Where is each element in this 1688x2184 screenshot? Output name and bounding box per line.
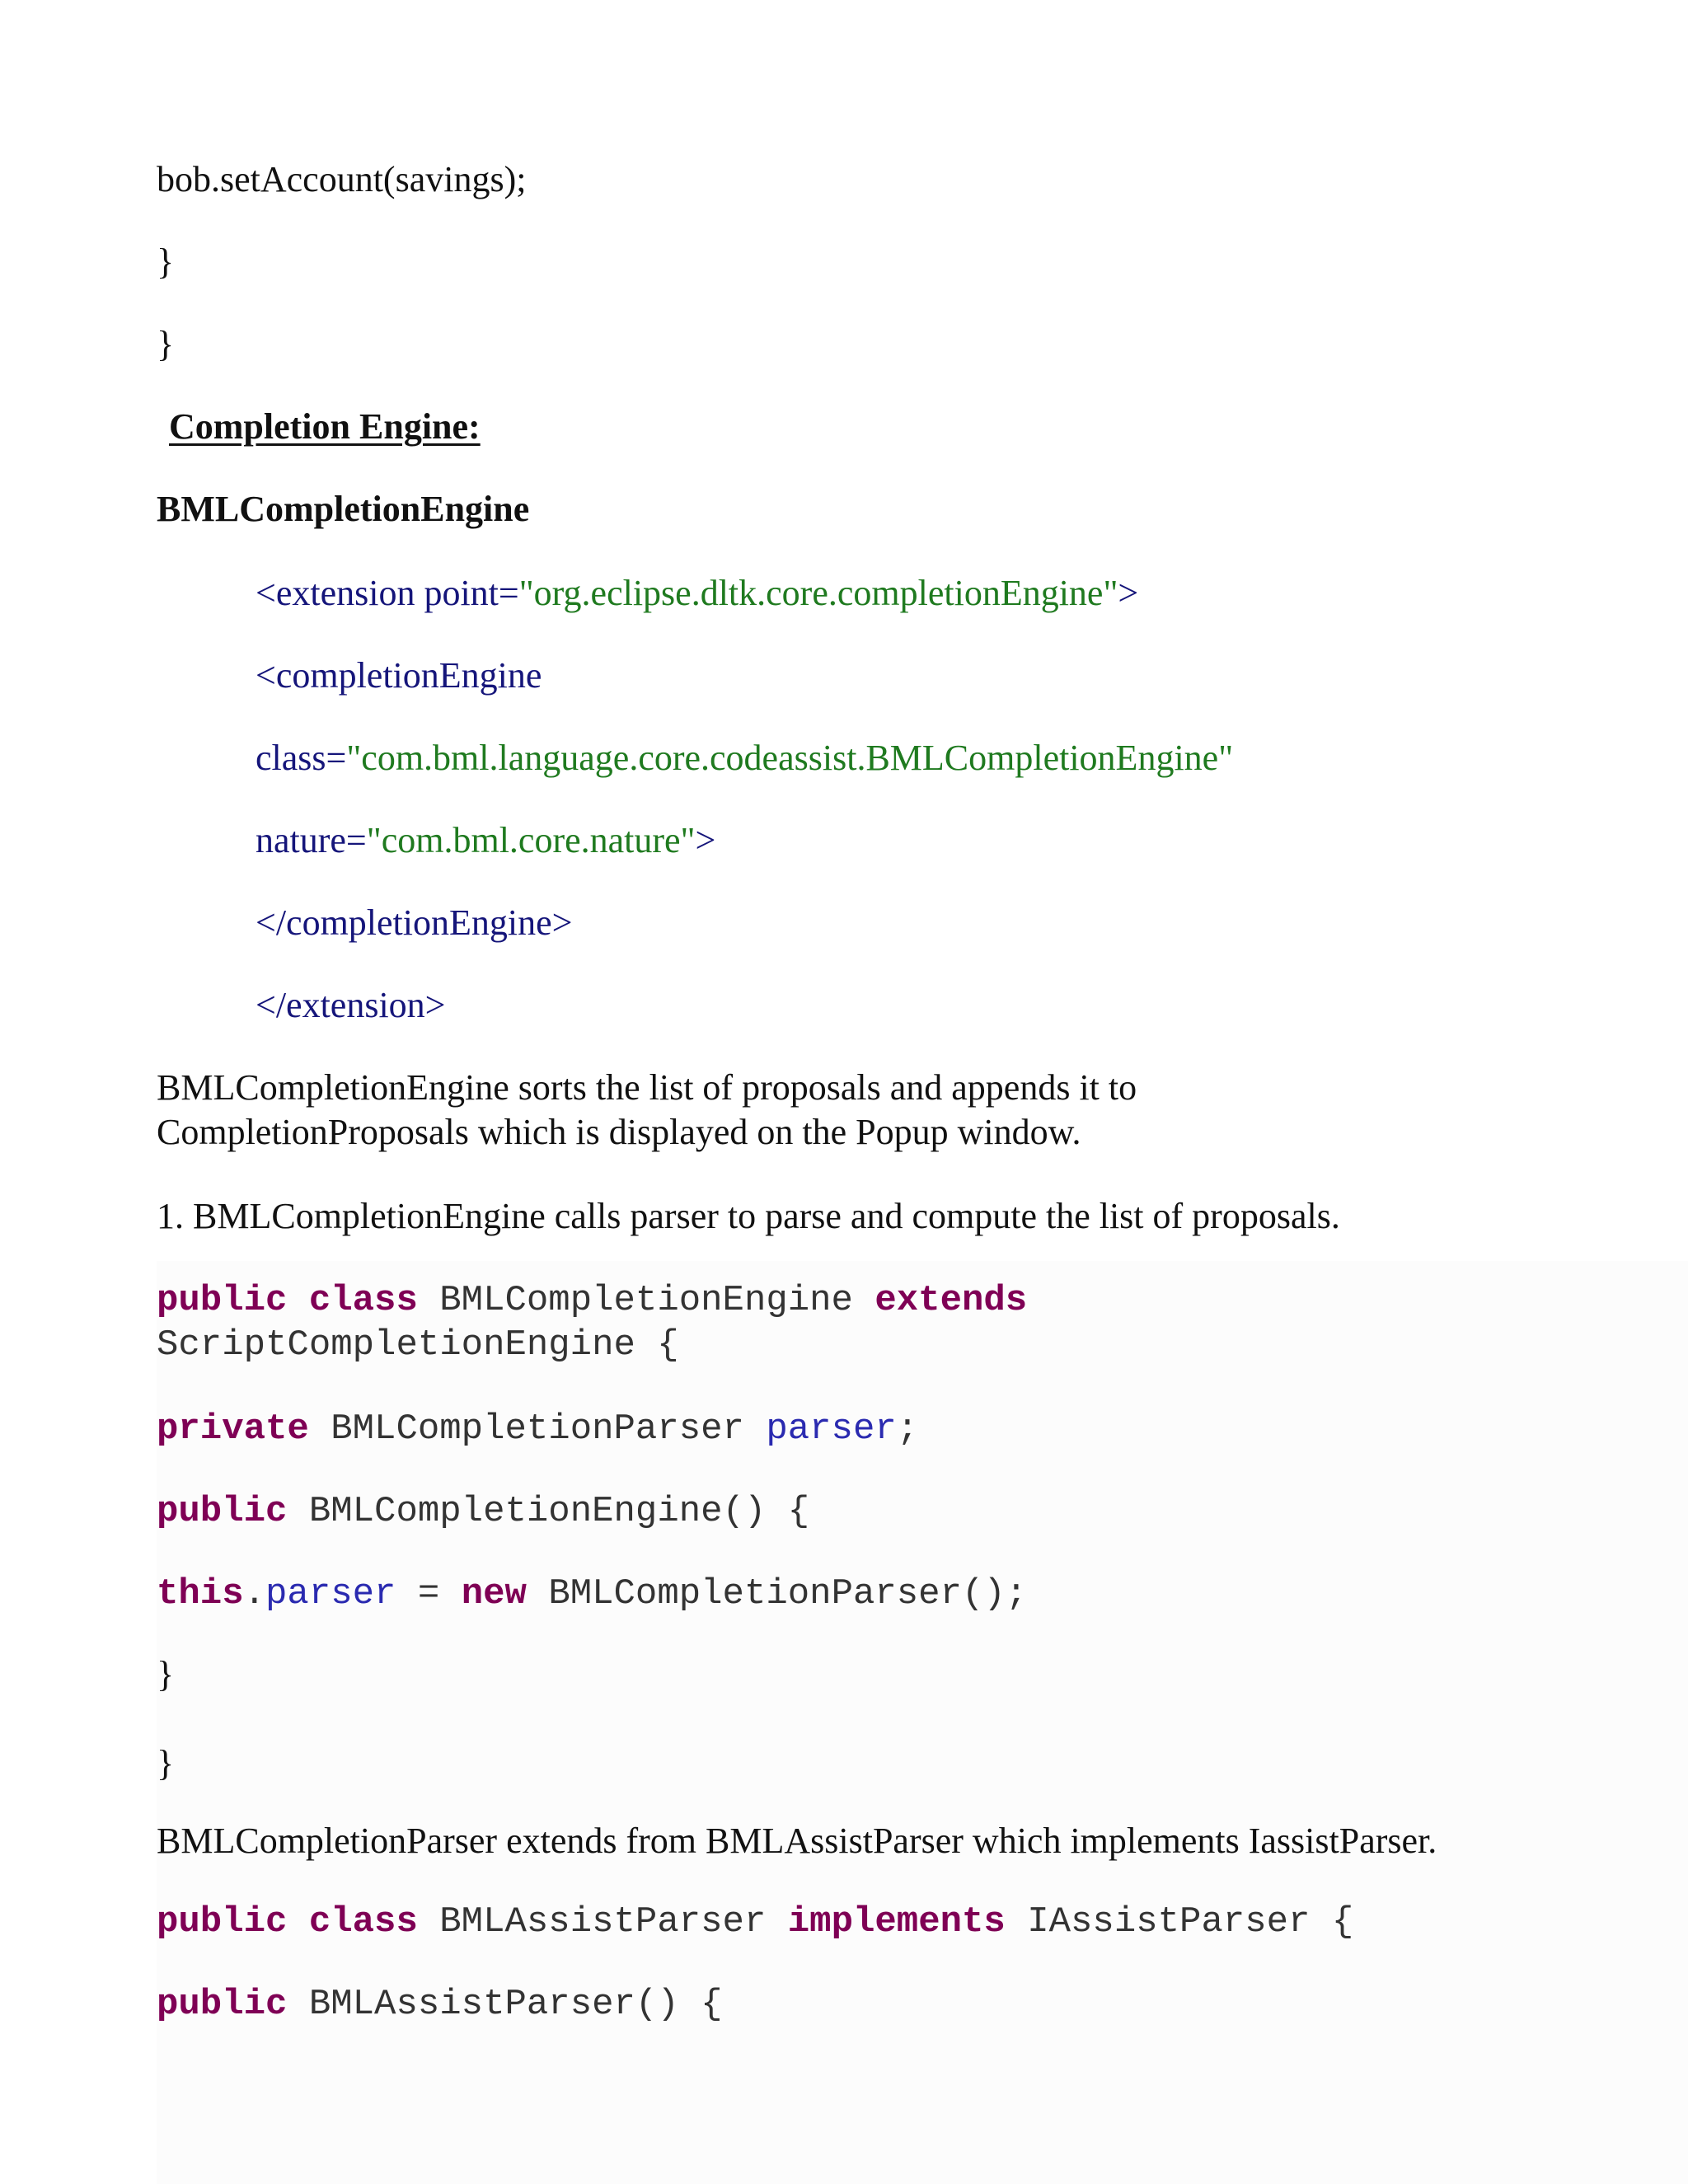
new-expression: BMLCompletionParser(); [548, 1573, 1028, 1615]
code-assignment [157, 1573, 1028, 1615]
keyword: public [157, 1984, 288, 2025]
field-name: parser [265, 1573, 396, 1615]
keyword: extends [874, 1280, 1028, 1321]
code-assist-constructor [157, 1984, 723, 2025]
xml-completion-engine-close [256, 902, 573, 943]
xml-tag: > [1118, 573, 1139, 613]
code-assist-class-declaration [157, 1901, 1354, 1943]
paragraph-line: CompletionProposals which is displayed on the Popup window. [157, 1112, 1081, 1152]
code-line-close-brace: } [157, 241, 175, 282]
keyword: implements [787, 1901, 1006, 1943]
keyword: public [157, 1491, 288, 1532]
code-line-set-account: bob.setAccount(savings); [157, 159, 527, 199]
keyword: this [157, 1573, 244, 1615]
class-name: BMLCompletionEngine [439, 1280, 853, 1321]
code-background [157, 1261, 1688, 2184]
xml-extension-open [256, 575, 1138, 612]
xml-value: "com.bml.language.core.codeassist.BMLCompletionEngine" [346, 738, 1234, 778]
xml-class-attribute [256, 740, 1233, 776]
keyword: new [461, 1573, 527, 1615]
xml-value: "com.bml.core.nature" [366, 820, 696, 860]
operator: = [417, 1573, 440, 1615]
interface-name: IAssistParser { [1027, 1901, 1354, 1943]
xml-value: "org.eclipse.dltk.core.completionEngine" [518, 573, 1118, 613]
section-heading: Completion Engine: [169, 406, 481, 447]
code-constructor [157, 1493, 809, 1530]
type-name: BMLCompletionParser [331, 1408, 744, 1450]
xml-tag: <extension point= [256, 573, 519, 613]
subheading: BMLCompletionEngine [157, 489, 530, 529]
xml-attr-name: nature= [256, 820, 367, 860]
xml-completion-engine-open [256, 655, 542, 696]
class-name: BMLAssistParser [439, 1901, 767, 1943]
xml-attr-name: class= [256, 738, 347, 778]
punctuation: . [243, 1573, 266, 1615]
step-description: 1. BMLCompletionEngine calls parser to parse and compute the list of proposals. [157, 1196, 1340, 1236]
code-superclass: ScriptCompletionEngine { [157, 1324, 679, 1366]
keyword: class [308, 1901, 418, 1943]
code-close-brace: } [157, 1654, 175, 1694]
keyword: public [157, 1280, 288, 1321]
constructor-signature: BMLAssistParser() { [308, 1984, 723, 2025]
xml-tag: <completionEngine [256, 655, 542, 696]
paragraph-parser: BMLCompletionParser extends from BMLAssistParser which implements IassistParser. [157, 1821, 1437, 1861]
xml-tag: </completionEngine> [256, 902, 573, 943]
punctuation: ; [896, 1408, 919, 1450]
code-field-declaration [157, 1408, 919, 1450]
code-line-close-brace: } [157, 324, 175, 364]
xml-tag: > [695, 820, 716, 860]
keyword: private [157, 1408, 309, 1450]
keyword: public [157, 1901, 288, 1943]
field-name: parser [766, 1408, 897, 1450]
xml-extension-close [256, 987, 445, 1024]
keyword: class [308, 1280, 418, 1321]
constructor-signature: BMLCompletionEngine() { [308, 1491, 810, 1532]
code-close-brace: } [157, 1743, 175, 1783]
xml-tag: </extension> [256, 985, 446, 1025]
code-class-declaration [157, 1282, 1027, 1319]
paragraph-line: BMLCompletionEngine sorts the list of proposals and appends it to [157, 1067, 1137, 1108]
xml-nature-attribute [256, 820, 716, 860]
